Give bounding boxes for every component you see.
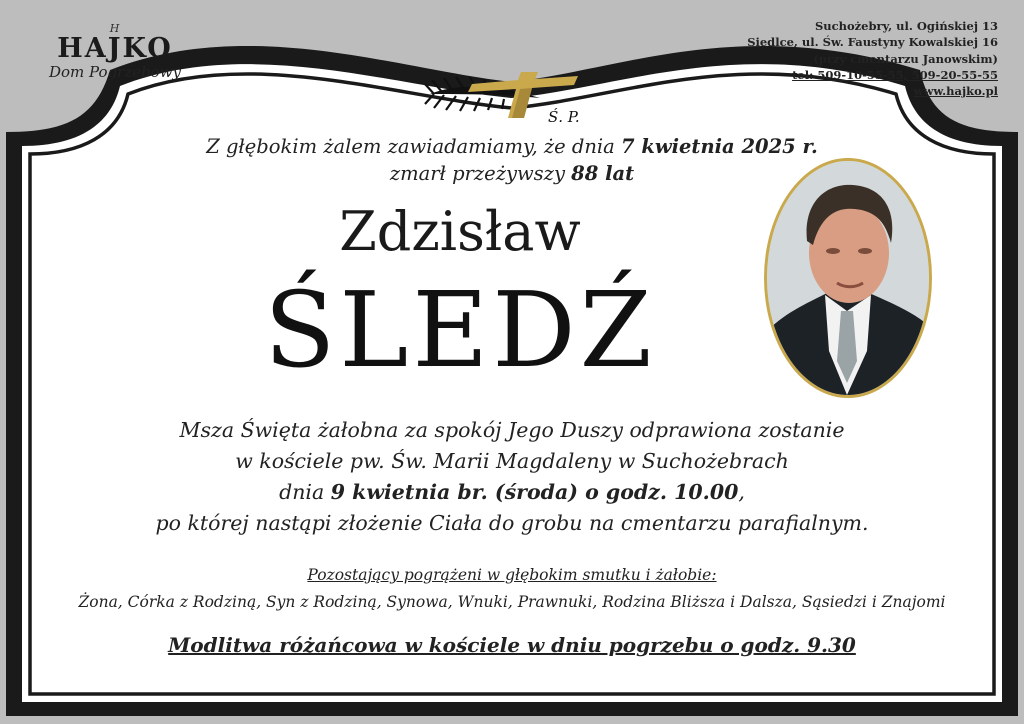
- sp-abbreviation: Ś. P.: [548, 108, 580, 126]
- mass-line-1: Msza Święta żałobna za spokój Jego Duszy odprawiona zostanie: [179, 418, 845, 442]
- first-name: Zdzisław: [339, 200, 581, 263]
- mourners-list: Żona, Córka z Rodziną, Syn z Rodziną, Synowa, Wnuki, Prawnuki, Rodzina Bliższa i Dalsza, Sąsiedzi i Znajomi: [78, 593, 946, 611]
- contact-block: [747, 18, 998, 99]
- mass-information: [0, 415, 1024, 539]
- age: 88 lat: [571, 162, 635, 185]
- funeral-home-logo: [40, 22, 190, 81]
- mass-line-4: po której nastąpi złożenie Ciała do grobu na cmentarzu parafialnym.: [155, 511, 869, 535]
- intro-text: Z głębokim żalem zawiadamiamy, że dnia: [206, 135, 621, 158]
- brand-subtitle: Dom Pogrzebowy: [48, 63, 182, 81]
- rosary-announcement: Modlitwa różańcowa w kościele w dniu pogrzebu o godz. 9.30: [168, 633, 856, 657]
- mass-date-time: 9 kwietnia br. (środa) o godz. 10.00: [330, 480, 739, 504]
- brand-name: HAJKO: [57, 33, 173, 64]
- phone-numbers[interactable]: tel: 509-10-55-55, 509-20-55-55: [792, 67, 998, 82]
- monogram: H: [109, 22, 121, 35]
- address-line-3: (przy cmentarzu Janowskim): [813, 51, 998, 66]
- death-date: 7 kwietnia 2025 r.: [620, 135, 818, 158]
- mass-line-2: w kościele pw. Św. Marii Magdaleny w Suchożebrach: [235, 449, 789, 473]
- mass-line-3-prefix: dnia: [279, 480, 331, 504]
- address-line-1: Suchożebry, ul. Ogińskiej 13: [814, 19, 998, 33]
- portrait-image: [767, 161, 929, 395]
- mass-line-3-suffix: ,: [738, 480, 745, 504]
- last-name: ŚLEDŹ: [264, 269, 656, 391]
- address-line-2: Siedlce, ul. Św. Faustyny Kowalskiej 16: [747, 35, 998, 50]
- portrait-photo: [764, 158, 932, 398]
- mourners-heading: Pozostający pogrążeni w głębokim smutku i żałobie:: [307, 566, 717, 584]
- age-text: zmarł przeżywszy: [389, 162, 572, 185]
- website-link[interactable]: www.hajko.pl: [913, 84, 998, 99]
